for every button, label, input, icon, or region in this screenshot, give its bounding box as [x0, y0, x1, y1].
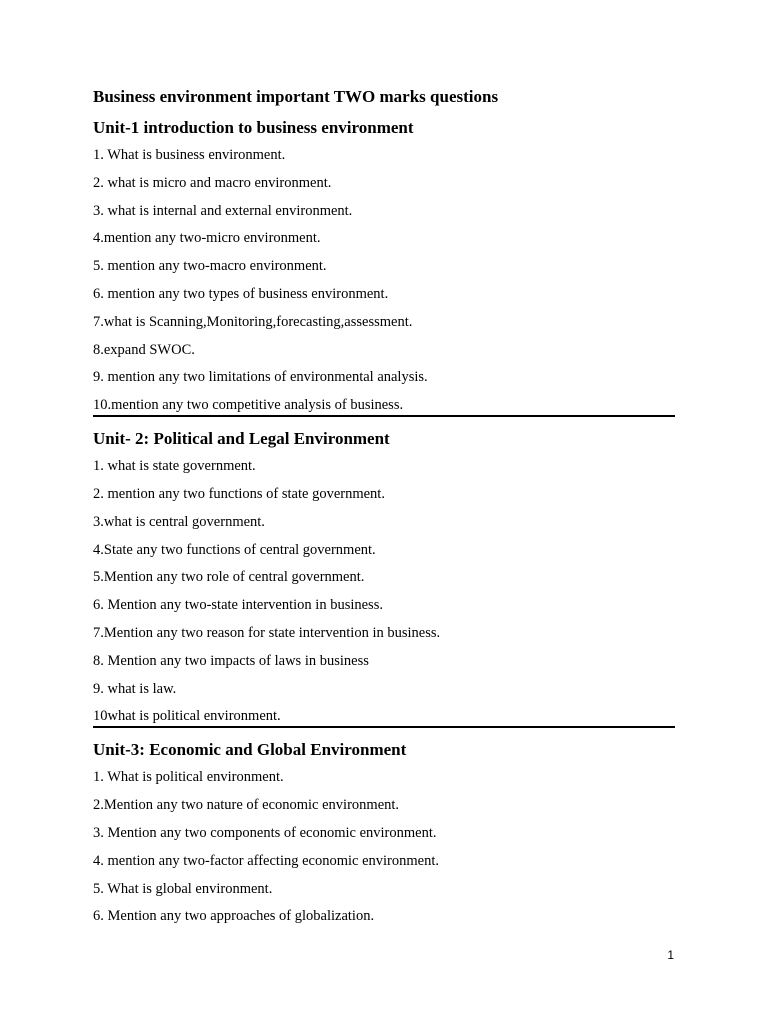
question-item: 1. What is political environment.	[93, 769, 284, 786]
question-item: 10.mention any two competitive analysis of business.	[93, 397, 404, 414]
section-divider	[93, 726, 675, 728]
question-item: 5.Mention any two role of central government.	[93, 569, 365, 586]
unit-1-section	[93, 117, 675, 417]
unit-1-question-list	[93, 146, 675, 414]
unit-2-question-list	[93, 457, 675, 725]
question-item: 5. mention any two-macro environment.	[93, 258, 327, 275]
question-item: 3. what is internal and external environment.	[93, 202, 353, 219]
page-number: 1	[667, 948, 674, 962]
question-item: 6. Mention any two approaches of globalization.	[93, 908, 375, 925]
question-item: 4.State any two functions of central government.	[93, 541, 376, 558]
section-divider	[93, 415, 675, 417]
question-item: 7.Mention any two reason for state intervention in business.	[93, 624, 441, 641]
unit-1-heading: Unit-1 introduction to business environment	[93, 118, 414, 137]
question-item: 1. what is state government.	[93, 458, 256, 475]
question-item: 1. What is business environment.	[93, 147, 286, 163]
question-item: 8.expand SWOC.	[93, 341, 195, 358]
question-item: 5. What is global environment.	[93, 880, 273, 897]
question-item: 3.what is central government.	[93, 513, 265, 530]
question-item: 8. Mention any two impacts of laws in business	[93, 652, 369, 669]
unit-2-heading: Unit- 2: Political and Legal Environment	[93, 429, 390, 449]
document-title: Business environment important TWO marks questions	[93, 87, 499, 106]
question-item: 9. mention any two limitations of environmental analysis.	[93, 369, 428, 386]
unit-3-question-list	[93, 768, 675, 925]
question-item: 6. mention any two types of business environment.	[93, 285, 389, 302]
document-body	[93, 86, 675, 925]
question-item: 4. mention any two-factor affecting economic environment.	[93, 852, 440, 869]
unit-3-section	[93, 739, 675, 925]
unit-3-heading: Unit-3: Economic and Global Environment	[93, 740, 407, 760]
question-item: 6. Mention any two-state intervention in business.	[93, 597, 383, 614]
question-item: 2. what is micro and macro environment.	[93, 174, 332, 191]
question-item: 2.Mention any two nature of economic environment.	[93, 797, 400, 814]
question-item: 4.mention any two-micro environment.	[93, 230, 321, 247]
question-item: 3. Mention any two components of economic environment.	[93, 824, 437, 841]
question-item: 7.what is Scanning,Monitoring,forecasting,assessment.	[93, 313, 413, 330]
question-item: 10what is political environment.	[93, 708, 281, 725]
question-item: 9. what is law.	[93, 680, 177, 697]
question-item: 2. mention any two functions of state government.	[93, 485, 385, 502]
unit-2-section	[93, 428, 675, 728]
